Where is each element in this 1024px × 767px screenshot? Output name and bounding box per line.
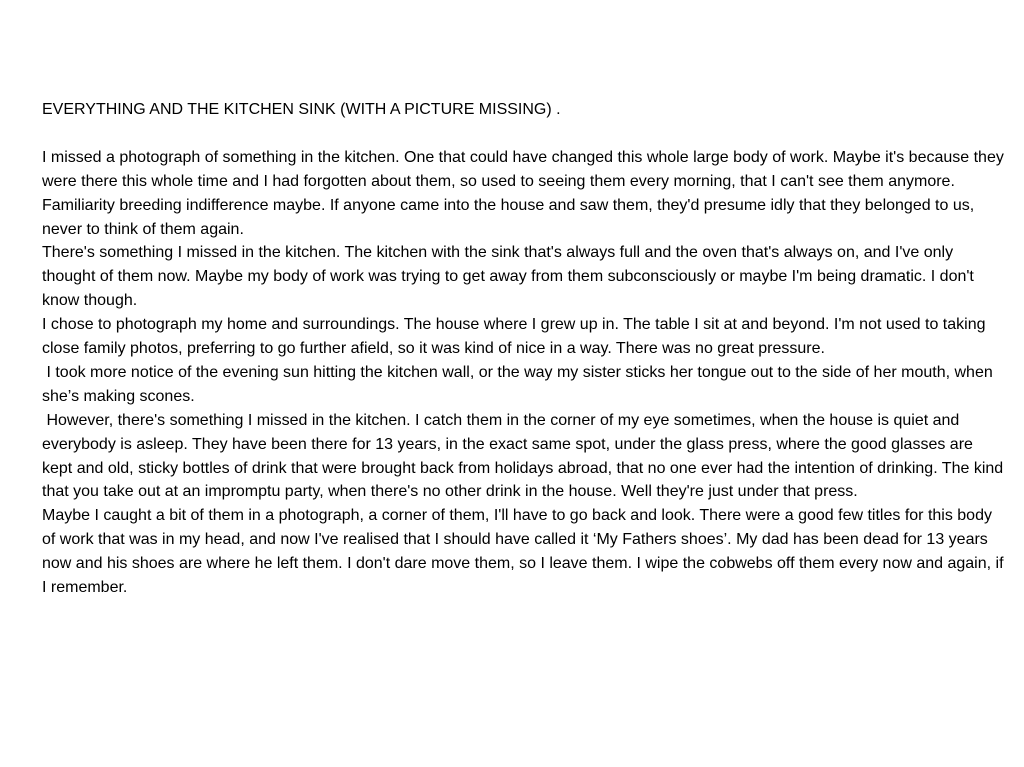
- paragraph-1: I missed a photograph of something in the kitchen. One that could have changed this whole large body of work. Maybe it's because they were there this whole time and I had forgotten about them, so used to seeing them every morning, that I can't see them anymore. Familiarity breeding indifference maybe. If anyone came into the house and saw them, they'd presume idly that they belonged to us, never to think of them again.: [42, 148, 1009, 238]
- document-body: [42, 98, 1009, 600]
- document-title: EVERYTHING AND THE KITCHEN SINK (WITH A PICTURE MISSING) .: [42, 101, 561, 118]
- paragraph-3: I chose to photograph my home and surroundings. The house where I grew up in. The table I sit at and beyond. I'm not used to taking close family photos, preferring to go further afield, so it was kind of nice in a way. There was no great pressure.: [42, 316, 990, 358]
- paragraph-5: However, there's something I missed in the kitchen. I catch them in the corner of my eye sometimes, when the house is quiet and everybody is asleep. They have been there for 13 years, in the exact same spot, under the glass press, where the good glasses are kept and old, sticky bottles of drink that were brought back from holidays abroad, that no one ever had the intention of drinking. The kind that you take out at an impromptu party, when there's no other drink in the house. Well they're just under that press.: [42, 411, 1008, 501]
- paragraph-6: Maybe I caught a bit of them in a photograph, a corner of them, I'll have to go back and look. There were a good few titles for this body of work that was in my head, and now I've realised that I should have called it ‘My Fathers shoes’. My dad has been dead for 13 years now and his shoes are where he left them. I don't dare move them, so I leave them. I wipe the cobwebs off them every now and again, if I remember.: [42, 507, 1008, 597]
- paragraph-2: There's something I missed in the kitchen. The kitchen with the sink that's always full and the oven that's always on, and I've only thought of them now. Maybe my body of work was trying to get away from them subconsciously or maybe I'm being dramatic. I don't know though.: [42, 244, 979, 310]
- paragraph-4: I took more notice of the evening sun hitting the kitchen wall, or the way my sister sticks her tongue out to the side of her mouth, when she’s making scones.: [42, 363, 998, 405]
